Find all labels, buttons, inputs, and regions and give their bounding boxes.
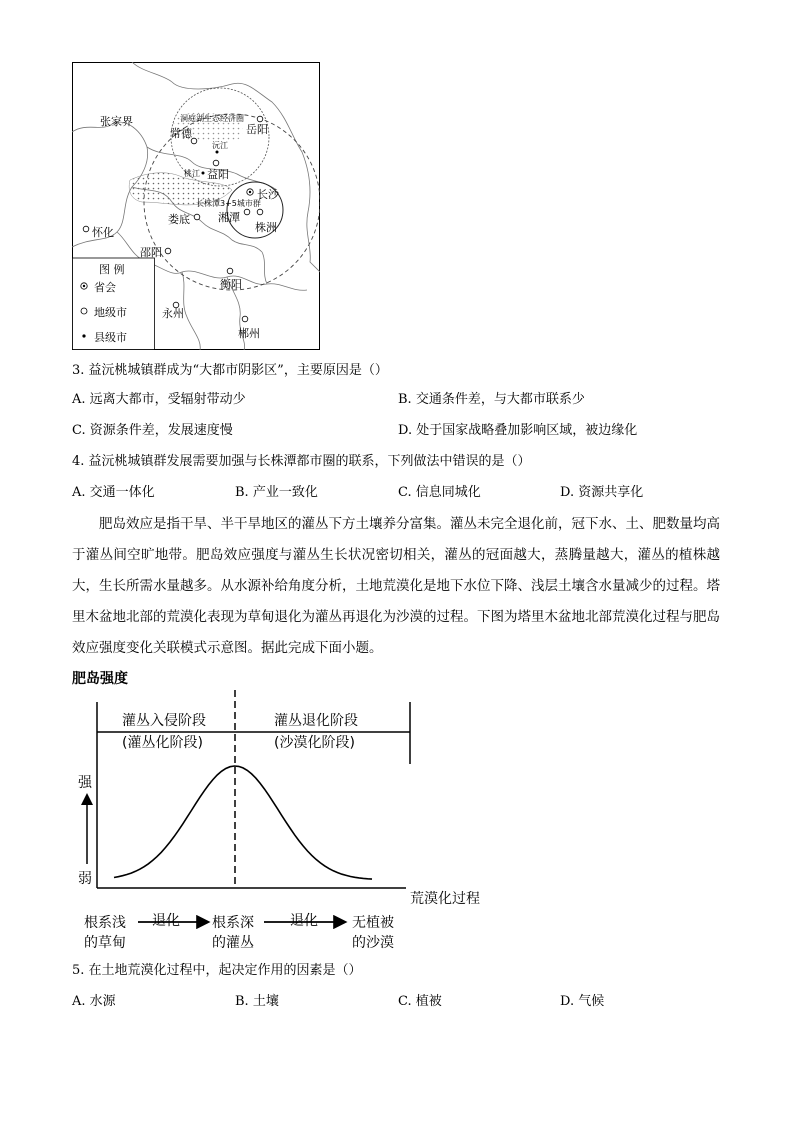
chart (72, 668, 512, 958)
q3-option-b[interactable]: B. 交通条件差，与大都市联系少 (398, 392, 585, 407)
q4-option-d[interactable]: D. 资源共享化 (560, 485, 644, 500)
boundary-line (262, 252, 267, 284)
process-2-line1: 根系深 (212, 915, 254, 931)
chart-ylabel: 肥岛强度 (72, 671, 128, 687)
process-2-line2: 的灌丛 (212, 935, 254, 951)
passage: 肥岛效应是指干旱、半干旱地区的灌丛下方土壤养分富集。灌丛未完全退化前，冠下水、土、肥数量均高于灌丛间空旷地带。肥岛效应强度与灌丛生长状况密切相关，灌丛的冠面越大，蒸腾量越大，灌丛的植株越大，生长所需水量越多。从水源补给角度分析，土地荒漠化是地下水位下降、浅层土壤含水量减少的过程。塔里木盆地北部的荒漠化表现为草甸退化为灌丛再退化为沙漠的过程。下图为塔里木盆地北部荒漠化过程与肥岛效应强度变化关联模式示意图。据此完成下面小题。 (72, 516, 720, 656)
q5-option-d[interactable]: D. 气候 (560, 994, 605, 1009)
map-label-yongzhou: 永州 (162, 307, 184, 320)
stage-2-line1: 灌丛退化阶段 (274, 713, 358, 729)
process-arrow-1-label: 退化 (152, 913, 180, 929)
stage-1-line2: (灌丛化阶段) (122, 735, 203, 751)
prefecture-symbol (81, 308, 87, 314)
q3-option-a[interactable]: A. 远离大都市，受辐射带动少 (72, 392, 246, 407)
map-label-changde: 常德 (170, 127, 192, 140)
legend-county: 县级市 (94, 331, 127, 344)
map-label-xiangtan: 湘潭 (218, 211, 240, 224)
process-arrow-2-label: 退化 (290, 913, 318, 929)
q5-stem: 5. 在土地荒漠化过程中，起决定作用的因素是（） (72, 963, 362, 978)
boundary-line (182, 272, 200, 350)
q5-option-a[interactable]: A. 水源 (72, 994, 116, 1009)
q5-option-c[interactable]: C. 植被 (398, 994, 442, 1009)
q5-option-b[interactable]: B. 土壤 (235, 994, 279, 1009)
map-label-taojiang: 桃江 (184, 169, 200, 178)
q4-stem: 4. 益沅桃城镇群发展需要加强与长株潭都市圈的联系，下列做法中错误的是（） (72, 454, 531, 469)
y-low-label: 弱 (78, 871, 92, 887)
process-3-line1: 无植被 (352, 915, 394, 931)
fat-island-curve (114, 766, 372, 879)
map-label-yiyang: 益阳 (207, 168, 229, 181)
process-3-line2: 的沙漠 (352, 935, 394, 951)
process-1-line1: 根系浅 (84, 915, 126, 931)
stage-1-line1: 灌丛入侵阶段 (122, 713, 206, 729)
map-label-loudi: 娄底 (168, 213, 190, 226)
map-label-yueyang: 岳阳 (246, 123, 268, 136)
legend-title: 图 例 (99, 263, 125, 276)
chart-xlabel: 荒漠化过程 (410, 891, 480, 907)
county-symbol (82, 334, 85, 337)
q4-option-a[interactable]: A. 交通一体化 (72, 485, 155, 500)
y-high-label: 强 (78, 775, 92, 791)
map-label-zhangjiajie: 张家界 (100, 115, 133, 128)
map-label-chenzhou: 郴州 (238, 327, 260, 340)
map-label-dongting: 洞庭湖生态经济圈 (180, 114, 244, 123)
stage-2-line2: (沙漠化阶段) (274, 735, 355, 751)
q4-option-b[interactable]: B. 产业一致化 (235, 485, 318, 500)
map-label-yuanjiang: 沅江 (212, 141, 228, 150)
map-label-cluster: 长株潭3+5城市群 (196, 199, 261, 208)
map-label-shaoyang: 邵阳 (140, 246, 162, 259)
map-label-hengyang: 衡阳 (220, 278, 242, 291)
legend-capital: 省会 (94, 281, 116, 294)
q3-option-c[interactable]: C. 资源条件差，发展速度慢 (72, 423, 233, 438)
q4-option-c[interactable]: C. 信息同城化 (398, 485, 481, 500)
process-1-line2: 的草甸 (84, 935, 126, 951)
legend-prefecture: 地级市 (94, 306, 127, 319)
map-figure (72, 62, 320, 350)
map-label-huaihua: 怀化 (92, 226, 114, 239)
q3-stem: 3. 益沅桃城镇群成为“大都市阴影区”，主要原因是（） (72, 363, 388, 378)
map-label-changsha: 长沙 (257, 188, 279, 201)
q3-option-d[interactable]: D. 处于国家战略叠加影响区域，被边缘化 (398, 423, 638, 438)
map-label-zhuzhou: 株洲 (255, 221, 277, 234)
